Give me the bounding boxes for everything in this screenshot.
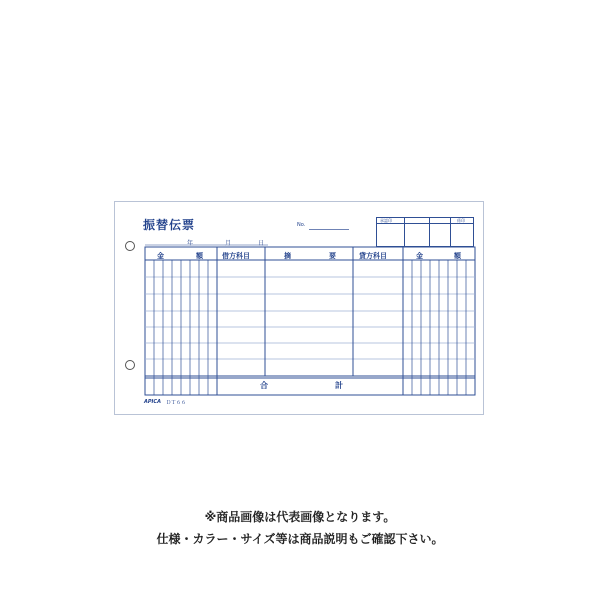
product-code: ＤＴ６６ xyxy=(166,400,187,406)
image-note: ※商品画像は代表画像となります。 xyxy=(204,510,396,524)
summary-header-1: 摘 xyxy=(284,252,291,260)
summary-header-2: 要 xyxy=(329,252,336,260)
number-label: No. xyxy=(297,222,306,228)
credit-account-header: 貸方科目 xyxy=(359,252,387,260)
form-title: 振替伝票 xyxy=(143,218,196,232)
spec-note: 仕様・カラー・サイズ等は商品説明もご確認下さい。 xyxy=(156,532,444,546)
right-amount-header-2: 額 xyxy=(454,252,461,260)
debit-account-header: 借方科目 xyxy=(222,252,250,260)
date-day-label: 日 xyxy=(258,240,265,247)
left-amount-header-2: 額 xyxy=(196,252,203,260)
date-month-label: 月 xyxy=(225,240,232,247)
brand-logo-text: APICA xyxy=(144,399,161,405)
approval-stamp-label: 承認印 xyxy=(380,218,392,223)
left-amount-header-1: 金 xyxy=(157,252,164,260)
total-label-1: 合 xyxy=(260,381,268,390)
right-amount-header-1: 金 xyxy=(416,252,423,260)
total-label-2: 計 xyxy=(335,381,343,390)
clerk-stamp-label: 係印 xyxy=(457,218,465,223)
date-year-label: 年 xyxy=(187,240,194,247)
